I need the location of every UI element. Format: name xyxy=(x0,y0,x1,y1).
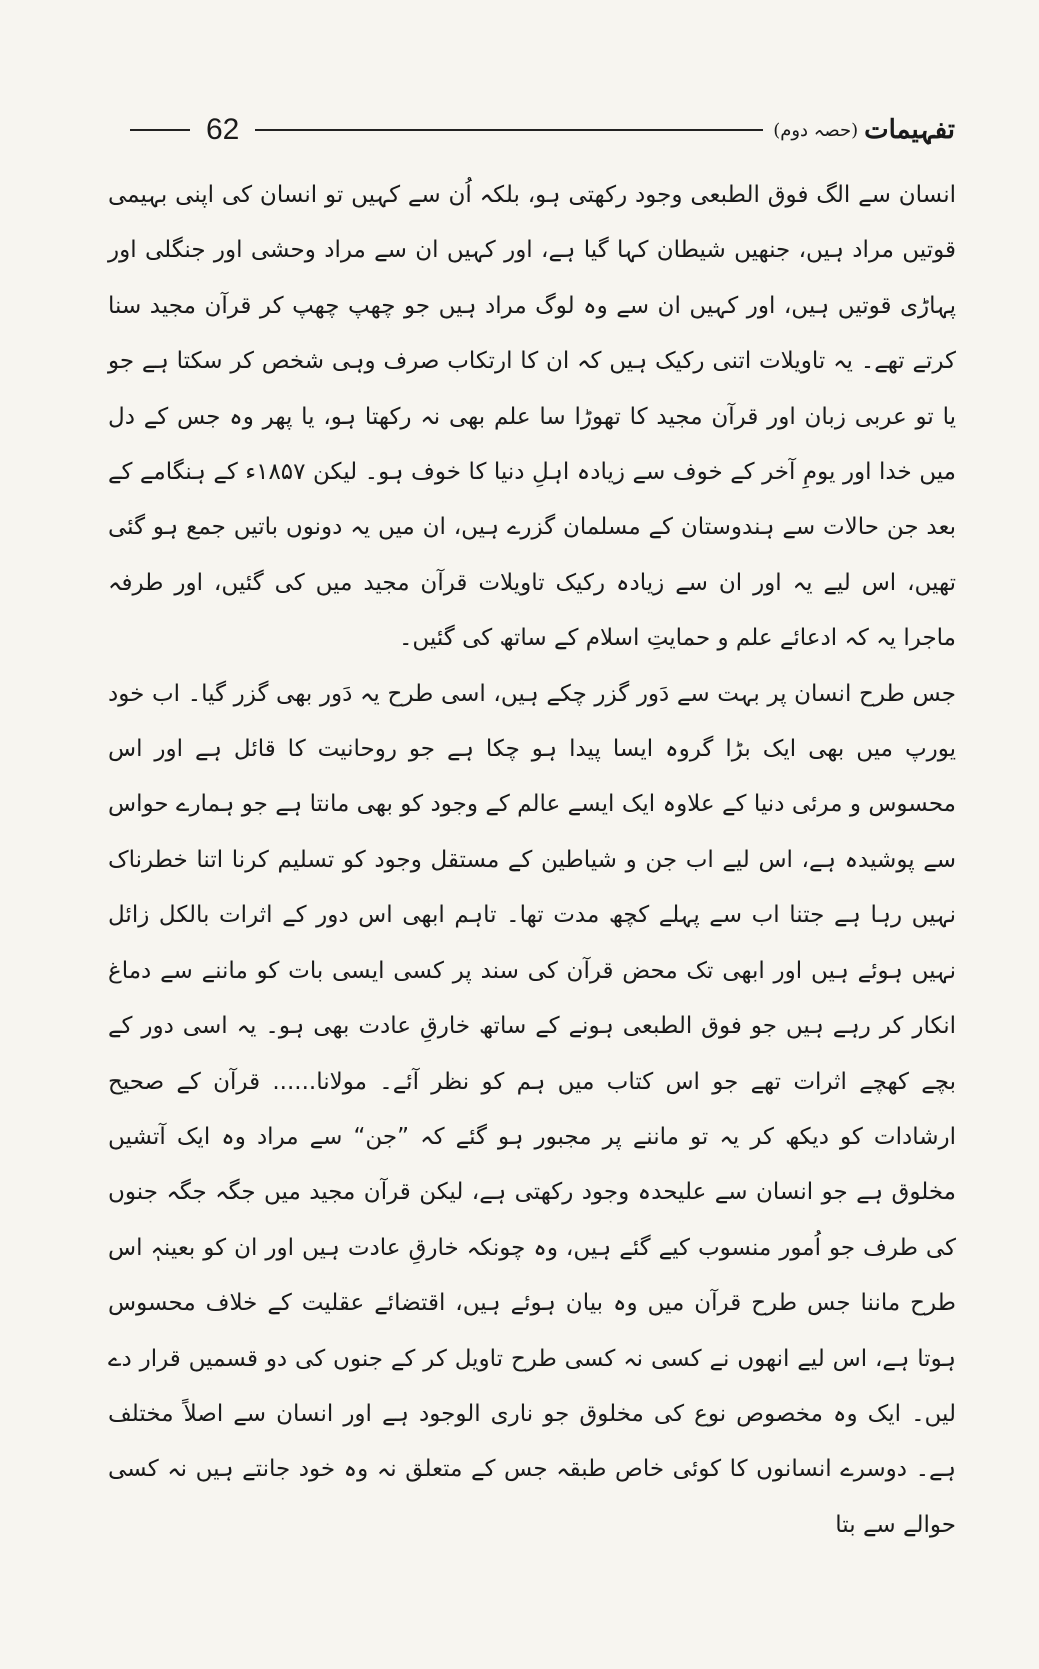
paragraph-2: جس طرح انسان پر بہت سے دَور گزر چکے ہیں، اسی طرح یہ دَور بھی گزر گیا۔ اب خود یورپ میں بھی ایک بڑا گروہ ایسا پیدا ہو چکا ہے جو روحانیت کا قائل ہے اور اس محسوس و مرئی دنیا کے علاوہ ایک ایسے عالم کے وجود کو بھی مانتا ہے جو ہمارے حواس سے پوشیدہ ہے، اس لیے اب جن و شیاطین کے مستقل وجود کو تسلیم کرنا اتنا خطرناک نہیں رہا ہے جتنا اب سے پہلے کچھ مدت تھا۔ تاہم ابھی اس دور کے اثرات بالکل زائل نہیں ہوئے ہیں اور ابھی تک محض قرآن کی سند پر کسی ایسی بات کو ماننے سے دماغ انکار کر رہے ہیں جو فوق الطبعی ہونے کے ساتھ خارقِ عادت بھی ہو۔ یہ اسی دور کے بچے کھچے اثرات تھے جو اس کتاب میں ہم کو نظر آئے۔ مولانا...... قرآن کے صحیح ارشادات کو دیکھ کر یہ تو ماننے پر مجبور ہو گئے کہ ”جن“ سے مراد وہ ایک آتشیں مخلوق ہے جو انسان سے علیحدہ وجود رکھتی ہے، لیکن قرآن مجید میں جگہ جگہ جنوں کی طرف جو اُمور منسوب کیے گئے ہیں، وہ چونکہ خارقِ عادت ہیں اور ان کو بعینہٖ اس طرح ماننا جس طرح قرآن میں وہ بیان ہوئے ہیں، اقتضائے عقلیت کے خلاف محسوس ہوتا ہے، اس لیے انھوں نے کسی نہ کسی طرح تاویل کر کے جنوں کی دو قسمیں قرار دے لیں۔ ایک وہ مخصوص نوع کی مخلوق جو ناری الوجود ہے اور انسان سے اصلاً مختلف ہے۔ دوسرے انسانوں کا کوئی خاص طبقہ جس کے متعلق نہ وہ خود جانتے ہیں نہ کسی حوالے سے بتا xyxy=(108,680,956,1538)
header-rule-short xyxy=(130,129,190,131)
running-subtitle: (حصہ دوم) xyxy=(773,119,859,141)
header-rule-long xyxy=(255,129,763,131)
paragraph-1: انسان سے الگ فوق الطبعی وجود رکھتی ہو، بلکہ اُن سے کہیں تو انسان کی اپنی بہیمی قوتیں مراد ہیں، جنھیں شیطان کہا گیا ہے، اور کہیں ان سے مراد وحشی اور جنگلی اور پہاڑی قوتیں ہیں، اور کہیں ان سے وہ لوگ مراد ہیں جو چھپ چھپ کر قرآن مجید سنا کرتے تھے۔ یہ تاویلات اتنی رکیک ہیں کہ ان کا ارتکاب صرف وہی شخص کر سکتا ہے جو یا تو عربی زبان اور قرآن مجید کا تھوڑا سا علم بھی نہ رکھتا ہو، یا پھر وہ جس کے دل میں خدا اور یومِ آخر کے خوف سے زیادہ اہلِ دنیا کا خوف ہو۔ لیکن ۱۸۵۷ء کے ہنگامے کے بعد جن حالات سے ہندوستان کے مسلمان گزرے ہیں، ان میں یہ دونوں باتیں جمع ہو گئی تھیں، اس لیے یہ اور ان سے زیادہ رکیک تاویلات قرآن مجید میں کی گئیں، اور طرفہ ماجرا یہ کہ ادعائے علم و حمایتِ اسلام کے ساتھ کی گئیں۔ xyxy=(108,182,956,652)
body-text xyxy=(108,168,956,1553)
running-title: تفہیمات xyxy=(864,115,955,145)
page-header xyxy=(120,108,955,152)
page-number: 62 xyxy=(206,113,240,146)
